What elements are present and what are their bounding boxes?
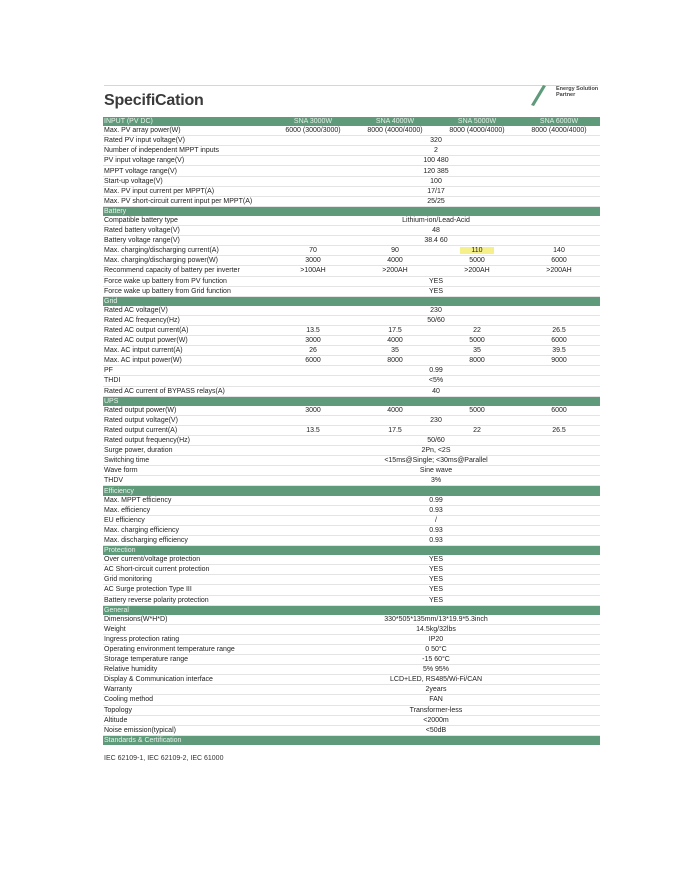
spec-value: 17/17 xyxy=(272,186,600,196)
spec-label: Grid monitoring xyxy=(103,575,272,585)
spec-value: >200AH xyxy=(518,266,600,276)
spec-value: 120 385 xyxy=(272,166,600,176)
spec-label: Force wake up battery from Grid function xyxy=(103,286,272,296)
spec-value: YES xyxy=(272,555,600,565)
spec-row xyxy=(103,425,600,435)
spec-value: 90 xyxy=(354,246,436,256)
section-header xyxy=(103,546,600,556)
leaf-slash-icon xyxy=(528,84,552,108)
spec-row xyxy=(103,675,600,685)
spec-value: 3% xyxy=(272,476,600,486)
section-title: INPUT (PV DC) xyxy=(103,117,272,126)
spec-value: 5000 xyxy=(436,336,518,346)
spec-value: YES xyxy=(272,585,600,595)
spec-value: 13.5 xyxy=(272,425,354,435)
spec-label: EU efficiency xyxy=(103,515,272,525)
spec-label: Rated battery voltage(V) xyxy=(103,226,272,236)
spec-label: Rated AC frequency(Hz) xyxy=(103,315,272,325)
spec-row xyxy=(103,236,600,246)
spec-value: 100 xyxy=(272,176,600,186)
spec-label: Max. MPPT efficiency xyxy=(103,496,272,506)
spec-row xyxy=(103,366,600,376)
spec-row xyxy=(103,356,600,366)
spec-value: 3000 xyxy=(272,256,354,266)
logo-line2: Partner xyxy=(556,92,576,98)
spec-label: Rated AC output current(A) xyxy=(103,325,272,335)
model-header: SNA 6000W xyxy=(518,117,600,126)
spec-value: 9000 xyxy=(518,356,600,366)
spec-row xyxy=(103,615,600,625)
spec-label: Switching time xyxy=(103,456,272,466)
spec-value: 6000 xyxy=(272,356,354,366)
spec-value: 50/60 xyxy=(272,315,600,325)
spec-label: Max. PV short-circuit current input per MPPT(A) xyxy=(103,196,272,206)
spec-row xyxy=(103,555,600,565)
spec-value: 330*505*135mm/13*19.9*5.3inch xyxy=(272,615,600,625)
section-header xyxy=(103,605,600,615)
spec-label: Over current/voltage protection xyxy=(103,555,272,565)
spec-value: IP20 xyxy=(272,634,600,644)
spec-value: 3000 xyxy=(272,336,354,346)
spec-value: / xyxy=(272,515,600,525)
spec-value: <15ms@Single; <30ms@Parallel xyxy=(272,456,600,466)
spec-value: 0.93 xyxy=(272,535,600,545)
spec-row xyxy=(103,386,600,396)
spec-row xyxy=(103,575,600,585)
spec-value: 26.5 xyxy=(518,325,600,335)
spec-row xyxy=(103,505,600,515)
spec-value: 0.99 xyxy=(272,496,600,506)
section-title: Battery xyxy=(103,206,272,216)
spec-value: >100AH xyxy=(272,266,354,276)
spec-value: 40 xyxy=(272,386,600,396)
spec-row xyxy=(103,126,600,136)
section-fill xyxy=(272,206,600,216)
spec-label: Weight xyxy=(103,624,272,634)
spec-value: 0.93 xyxy=(272,525,600,535)
spec-label: Max. charging/discharging current(A) xyxy=(103,246,272,256)
spec-label: Compatible battery type xyxy=(103,216,272,226)
spec-label: Ingress protection rating xyxy=(103,634,272,644)
spec-row xyxy=(103,695,600,705)
spec-row xyxy=(103,216,600,226)
spec-value: 2years xyxy=(272,685,600,695)
spec-label: AC Short-circuit current protection xyxy=(103,565,272,575)
page-title: SpecifiCation xyxy=(104,92,204,109)
spec-label: THDI xyxy=(103,376,272,386)
spec-label: PV input voltage range(V) xyxy=(103,156,272,166)
spec-row xyxy=(103,436,600,446)
spec-value: FAN xyxy=(272,695,600,705)
spec-label: MPPT voltage range(V) xyxy=(103,166,272,176)
section-header xyxy=(103,117,600,126)
spec-row xyxy=(103,585,600,595)
spec-row xyxy=(103,286,600,296)
spec-row xyxy=(103,325,600,335)
spec-row xyxy=(103,156,600,166)
spec-row xyxy=(103,166,600,176)
spec-value: 4000 xyxy=(354,406,436,416)
spec-value: 0.99 xyxy=(272,366,600,376)
spec-row xyxy=(103,595,600,605)
spec-table xyxy=(103,117,600,745)
spec-row xyxy=(103,515,600,525)
spec-value: 38.4 60 xyxy=(272,236,600,246)
spec-value: 6000 (3000/3000) xyxy=(272,126,354,136)
spec-row xyxy=(103,634,600,644)
spec-value: 3000 xyxy=(272,406,354,416)
spec-value: 5000 xyxy=(436,256,518,266)
spec-value: 6000 xyxy=(518,256,600,266)
spec-label: Rated AC output power(W) xyxy=(103,336,272,346)
spec-value: <2000m xyxy=(272,715,600,725)
spec-row xyxy=(103,246,600,256)
spec-value: 13.5 xyxy=(272,325,354,335)
spec-value: YES xyxy=(272,575,600,585)
spec-label: Rated output frequency(Hz) xyxy=(103,436,272,446)
spec-row xyxy=(103,456,600,466)
spec-row xyxy=(103,624,600,634)
spec-value: YES xyxy=(272,565,600,575)
spec-value: 26 xyxy=(272,346,354,356)
section-fill xyxy=(272,605,600,615)
section-title: UPS xyxy=(103,396,272,406)
spec-label: Altitude xyxy=(103,715,272,725)
spec-value: 50/60 xyxy=(272,436,600,446)
model-header: SNA 5000W xyxy=(436,117,518,126)
spec-row xyxy=(103,136,600,146)
spec-row xyxy=(103,525,600,535)
spec-value: 2Pn, <2S xyxy=(272,446,600,456)
spec-value xyxy=(436,246,518,256)
spec-value: 8000 (4000/4000) xyxy=(354,126,436,136)
spec-row xyxy=(103,565,600,575)
spec-label: THDV xyxy=(103,476,272,486)
spec-row xyxy=(103,715,600,725)
spec-value: 0 50°C xyxy=(272,644,600,654)
spec-value: Lithium-ion/Lead-Acid xyxy=(272,216,600,226)
section-title: Standards & Certification xyxy=(103,735,272,745)
spec-value: 4000 xyxy=(354,256,436,266)
spec-label: Dimensions(W*H*D) xyxy=(103,615,272,625)
spec-value: 6000 xyxy=(518,336,600,346)
spec-label: Cooling method xyxy=(103,695,272,705)
section-header xyxy=(103,735,600,745)
spec-row xyxy=(103,196,600,206)
spec-value: 5% 95% xyxy=(272,665,600,675)
spec-label: Number of independent MPPT inputs xyxy=(103,146,272,156)
spec-label: Wave form xyxy=(103,466,272,476)
spec-label: Max. discharging efficiency xyxy=(103,535,272,545)
spec-label: Noise emission(typical) xyxy=(103,725,272,735)
spec-value: YES xyxy=(272,286,600,296)
spec-row xyxy=(103,406,600,416)
model-header: SNA 4000W xyxy=(354,117,436,126)
spec-row xyxy=(103,376,600,386)
highlighted-value: 110 xyxy=(460,247,493,254)
spec-label: AC Surge protection Type III xyxy=(103,585,272,595)
spec-label: Topology xyxy=(103,705,272,715)
section-title: Grid xyxy=(103,296,272,306)
section-fill xyxy=(272,735,600,745)
spec-value: 48 xyxy=(272,226,600,236)
spec-label: Rated AC current of BYPASS relays(A) xyxy=(103,386,272,396)
spec-value: Transformer-less xyxy=(272,705,600,715)
spec-label: Max. AC intput current(A) xyxy=(103,346,272,356)
spec-row xyxy=(103,176,600,186)
spec-row xyxy=(103,266,600,276)
section-header xyxy=(103,486,600,496)
spec-label: Max. charging efficiency xyxy=(103,525,272,535)
spec-row xyxy=(103,496,600,506)
spec-row xyxy=(103,315,600,325)
spec-label: Relative humidity xyxy=(103,665,272,675)
section-fill xyxy=(272,396,600,406)
section-fill xyxy=(272,486,600,496)
standards-list: IEC 62109-1, IEC 62109-2, IEC 61000 xyxy=(104,755,224,762)
spec-label: Max. efficiency xyxy=(103,505,272,515)
spec-value: 5000 xyxy=(436,406,518,416)
spec-value: 14.5kg/32lbs xyxy=(272,624,600,634)
spec-value: 25/25 xyxy=(272,196,600,206)
spec-value: 230 xyxy=(272,415,600,425)
section-header xyxy=(103,396,600,406)
spec-value: YES xyxy=(272,276,600,286)
spec-row xyxy=(103,535,600,545)
spec-value: 100 480 xyxy=(272,156,600,166)
spec-row xyxy=(103,655,600,665)
spec-label: Rated AC voltage(V) xyxy=(103,306,272,316)
spec-label: Rated output power(W) xyxy=(103,406,272,416)
spec-value: 22 xyxy=(436,325,518,335)
spec-label: Battery reverse polarity protection xyxy=(103,595,272,605)
spec-value: Sine wave xyxy=(272,466,600,476)
spec-value: 26.5 xyxy=(518,425,600,435)
spec-row xyxy=(103,644,600,654)
spec-row xyxy=(103,346,600,356)
spec-row xyxy=(103,226,600,236)
spec-row xyxy=(103,336,600,346)
spec-row xyxy=(103,466,600,476)
spec-label: Recommend capacity of battery per inverter xyxy=(103,266,272,276)
spec-value: 2 xyxy=(272,146,600,156)
spec-value: 8000 xyxy=(354,356,436,366)
spec-label: Battery voltage range(V) xyxy=(103,236,272,246)
spec-value: LCD+LED, RS485/Wi-Fi/CAN xyxy=(272,675,600,685)
spec-value: 70 xyxy=(272,246,354,256)
spec-label: Max. charging/discharging power(W) xyxy=(103,256,272,266)
spec-label: Rated PV input voltage(V) xyxy=(103,136,272,146)
logo-line1: Energy Solution xyxy=(556,86,599,92)
spec-label: Storage temperature range xyxy=(103,655,272,665)
spec-label: Max. AC intput power(W) xyxy=(103,356,272,366)
spec-value: 17.5 xyxy=(354,425,436,435)
spec-row xyxy=(103,665,600,675)
spec-value: 35 xyxy=(436,346,518,356)
model-header: SNA 3000W xyxy=(272,117,354,126)
spec-label: Max. PV input current per MPPT(A) xyxy=(103,186,272,196)
spec-row xyxy=(103,306,600,316)
spec-value: <5% xyxy=(272,376,600,386)
section-title: Efficiency xyxy=(103,486,272,496)
spec-row xyxy=(103,725,600,735)
spec-row xyxy=(103,256,600,266)
spec-value: 8000 xyxy=(436,356,518,366)
spec-label: Force wake up battery from PV function xyxy=(103,276,272,286)
spec-value: 17.5 xyxy=(354,325,436,335)
spec-label: Operating environment temperature range xyxy=(103,644,272,654)
spec-value: 4000 xyxy=(354,336,436,346)
section-fill xyxy=(272,296,600,306)
spec-label: Rated output voltage(V) xyxy=(103,415,272,425)
section-header xyxy=(103,296,600,306)
spec-value: 320 xyxy=(272,136,600,146)
spec-value: 39.5 xyxy=(518,346,600,356)
spec-label: Max. PV array power(W) xyxy=(103,126,272,136)
spec-value: 230 xyxy=(272,306,600,316)
spec-label: Warranty xyxy=(103,685,272,695)
spec-row xyxy=(103,476,600,486)
section-header xyxy=(103,206,600,216)
spec-row xyxy=(103,186,600,196)
spec-label: PF xyxy=(103,366,272,376)
spec-row xyxy=(103,146,600,156)
spec-value: 8000 (4000/4000) xyxy=(518,126,600,136)
section-fill xyxy=(272,546,600,556)
spec-value: 0.93 xyxy=(272,505,600,515)
spec-row xyxy=(103,685,600,695)
spec-value: -15 60°C xyxy=(272,655,600,665)
spec-row xyxy=(103,705,600,715)
spec-value: 140 xyxy=(518,246,600,256)
spec-row xyxy=(103,276,600,286)
spec-label: Rated output current(A) xyxy=(103,425,272,435)
spec-row xyxy=(103,446,600,456)
spec-value: <50dB xyxy=(272,725,600,735)
spec-value: >200AH xyxy=(436,266,518,276)
spec-value: 8000 (4000/4000) xyxy=(436,126,518,136)
spec-value: >200AH xyxy=(354,266,436,276)
spec-value: YES xyxy=(272,595,600,605)
spec-label: Display & Communication interface xyxy=(103,675,272,685)
spec-value: 6000 xyxy=(518,406,600,416)
spec-label: Surge power, duration xyxy=(103,446,272,456)
brand-logo xyxy=(528,84,608,108)
spec-value: 35 xyxy=(354,346,436,356)
header-rule xyxy=(104,85,598,86)
spec-label: Start-up voltage(V) xyxy=(103,176,272,186)
spec-row xyxy=(103,415,600,425)
section-title: Protection xyxy=(103,546,272,556)
spec-value: 22 xyxy=(436,425,518,435)
section-title: General xyxy=(103,605,272,615)
